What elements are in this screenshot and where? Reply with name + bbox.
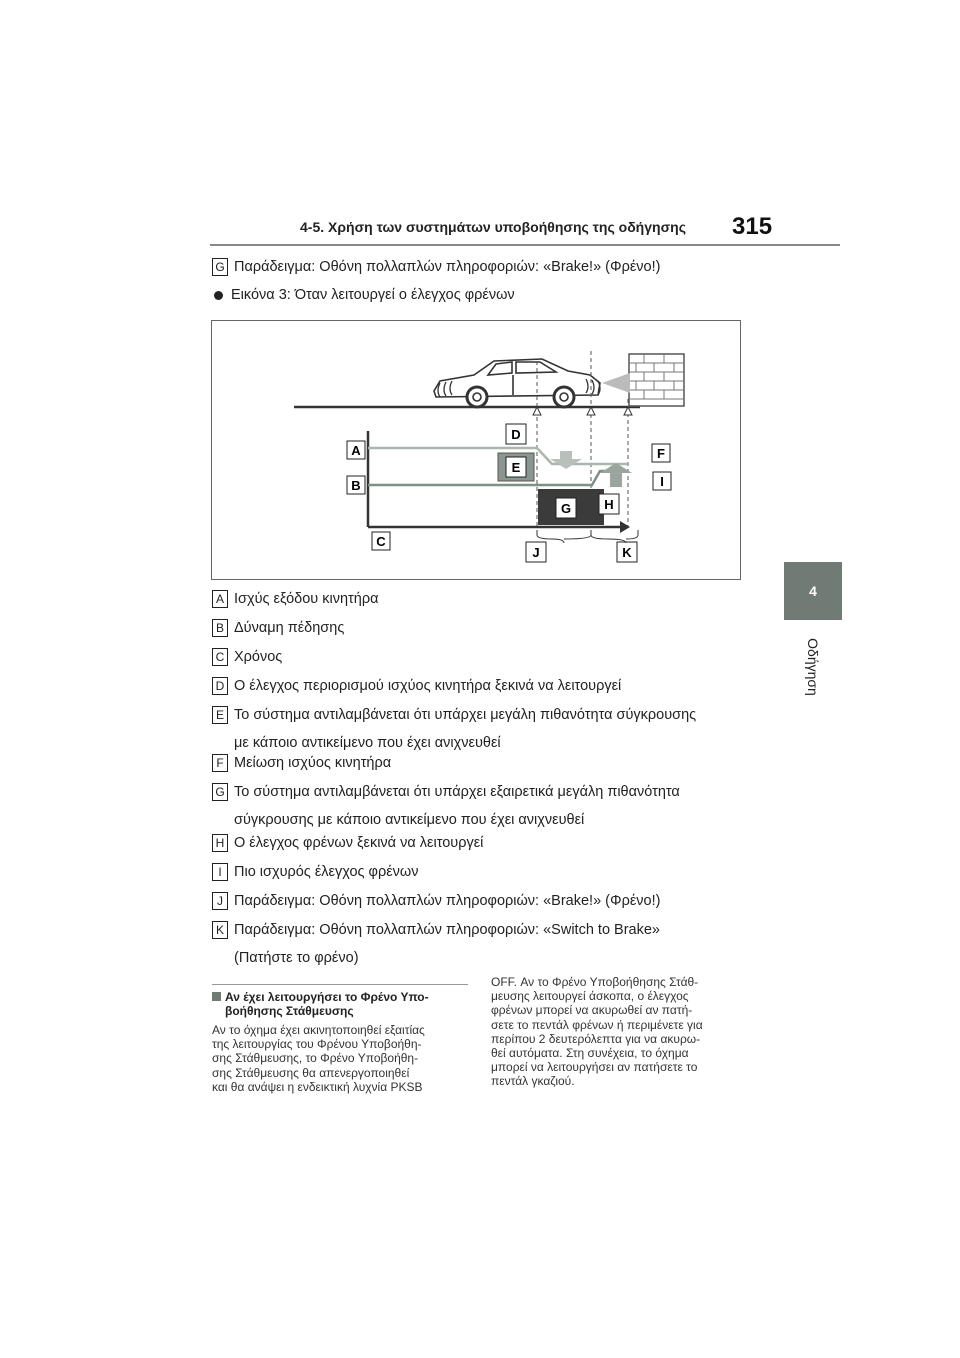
body-line: της λειτουργίας του Φρένου Υποβοήθη-	[212, 1037, 422, 1052]
increase-arrow-icon	[600, 463, 632, 487]
body-line: περίπου 2 δευτερόλεπτα για να ακυρω-	[491, 1031, 701, 1046]
legend-item-b	[212, 618, 344, 638]
label-c: C	[376, 534, 386, 549]
chapter-tab	[784, 562, 842, 620]
chapter-title-text: Οδήγηση	[805, 638, 821, 696]
section-body-left	[212, 1023, 474, 1094]
legend-text: Πιο ισχυρός έλεγχος φρένων	[234, 864, 419, 880]
label-g: G	[560, 501, 572, 516]
body-line: μπορεί να λειτουργήσει αν πατήσετε το	[491, 1060, 698, 1075]
legend-text: Ο έλεγχος περιορισμού ισχύος κινητήρα ξεκινά να λειτουργεί	[234, 678, 622, 694]
legend-text: Το σύστημα αντιλαμβάνεται ότι υπάρχει μεγάλη πιθανότητα σύγκρουσης	[234, 707, 697, 723]
body-line: OFF. Αν το Φρένο Υποβοήθησης Στάθ-	[491, 975, 699, 989]
legend-text: Μείωση ισχύος κινητήρα	[234, 755, 392, 771]
body-line: μευσης λειτουργεί άσκοπα, ο έλεγχος	[491, 989, 689, 1004]
car-icon	[434, 359, 600, 407]
legend-text-cont: (Πατήστε το φρένο)	[234, 950, 359, 966]
sensor-beam	[602, 373, 630, 393]
brick-wall-icon	[629, 354, 684, 406]
label-h: H	[604, 497, 614, 512]
intro-badge: G	[212, 258, 228, 276]
body-line: σετε το πεντάλ φρένων ή περιμένετε για	[491, 1017, 703, 1032]
header-section-title: 4-5. Χρήση των συστημάτων υποβοήθησης της οδήγησης	[300, 219, 686, 235]
legend-item-c	[212, 647, 282, 667]
bullet-icon	[214, 291, 223, 300]
legend-text: Παράδειγμα: Οθόνη πολλαπλών πληροφοριών: «Switch to Brake»	[234, 922, 660, 938]
legend-item-d	[212, 676, 621, 696]
label-d: D	[511, 427, 521, 442]
body-line: Αν το όχημα έχει ακινητοποιηθεί εξαιτίας	[212, 1023, 425, 1037]
section-heading	[212, 990, 470, 1018]
legend-item-i	[212, 862, 419, 882]
legend-text: Παράδειγμα: Οθόνη πολλαπλών πληροφοριών: «Brake!» (Φρένο!)	[234, 893, 661, 909]
legend-badge: A	[212, 590, 228, 608]
legend-item-h	[212, 833, 483, 853]
figure-caption-text: Εικόνα 3: Όταν λειτουργεί ο έλεγχος φρένων	[231, 287, 515, 303]
body-line: και θα ανάψει η ενδεικτική λυχνία PKSB	[212, 1079, 423, 1094]
section-body-right	[491, 975, 761, 1089]
legend-badge: D	[212, 677, 228, 695]
legend-badge: K	[212, 921, 228, 939]
legend-text-cont: με κάποιο αντικείμενο που έχει ανιχνευθεί	[234, 735, 501, 751]
body-line: πεντάλ γκαζιού.	[491, 1074, 575, 1089]
legend-badge: F	[212, 754, 228, 772]
legend-item-j	[212, 891, 660, 911]
label-e: E	[511, 460, 521, 475]
diagram-svg	[212, 321, 740, 579]
intro-line	[212, 257, 660, 277]
chapter-number: 4	[809, 583, 817, 599]
time-axis-arrow	[620, 521, 630, 533]
label-k: K	[622, 545, 632, 560]
label-f: F	[657, 446, 665, 461]
body-line: φρένων μπορεί να ακυρωθεί αν πατή-	[491, 1003, 693, 1018]
label-j: J	[532, 545, 540, 560]
legend-badge: E	[212, 706, 228, 724]
body-line: θεί αυτόματα. Στη συνέχεια, το όχημα	[491, 1046, 689, 1061]
legend-badge: J	[212, 892, 228, 910]
legend-text: Ισχύς εξόδου κινητήρα	[234, 591, 379, 607]
legend-badge: H	[212, 834, 228, 852]
decrease-arrow-icon	[550, 451, 582, 469]
legend-text: Δύναμη πέδησης	[234, 620, 345, 636]
label-a: A	[351, 443, 361, 458]
body-line: σης Στάθμευσης θα απενεργοποιηθεί	[212, 1065, 410, 1080]
page-number: 315	[732, 213, 773, 240]
chapter-title	[778, 632, 848, 702]
section-heading-line: βοήθησης Στάθμευσης	[225, 1004, 354, 1018]
legend-badge: B	[212, 619, 228, 637]
legend-item-a	[212, 589, 378, 609]
legend-text: Το σύστημα αντιλαμβάνεται ότι υπάρχει εξαιρετικά μεγάλη πιθανότητα	[234, 784, 680, 800]
legend-text-cont: σύγκρουσης με κάποιο αντικείμενο που έχει ανιχνευθεί	[234, 812, 585, 828]
square-bullet-icon	[212, 992, 221, 1001]
intro-text: Παράδειγμα: Οθόνη πολλαπλών πληροφοριών: «Brake!» (Φρένο!)	[234, 259, 661, 275]
brake-control-diagram	[211, 320, 741, 580]
legend-item-k	[212, 920, 660, 968]
legend-item-f	[212, 753, 391, 773]
legend-badge: I	[212, 863, 228, 881]
figure-caption	[212, 287, 515, 303]
legend-badge: G	[212, 783, 228, 801]
legend-item-g	[212, 782, 680, 830]
legend-badge: C	[212, 648, 228, 666]
body-line: σης Στάθμευσης, το Φρένο Υποβοήθη-	[212, 1051, 419, 1066]
label-i: I	[660, 474, 664, 489]
legend-text: Χρόνος	[234, 649, 283, 665]
legend-item-e	[212, 705, 696, 753]
label-b: B	[351, 478, 361, 493]
bracket-j	[537, 530, 564, 543]
section-divider	[212, 984, 468, 985]
section-heading-line: Αν έχει λειτουργήσει το Φρένο Υπο-	[225, 990, 429, 1004]
legend-text: Ο έλεγχος φρένων ξεκινά να λειτουργεί	[234, 835, 484, 851]
header-divider	[210, 244, 840, 246]
